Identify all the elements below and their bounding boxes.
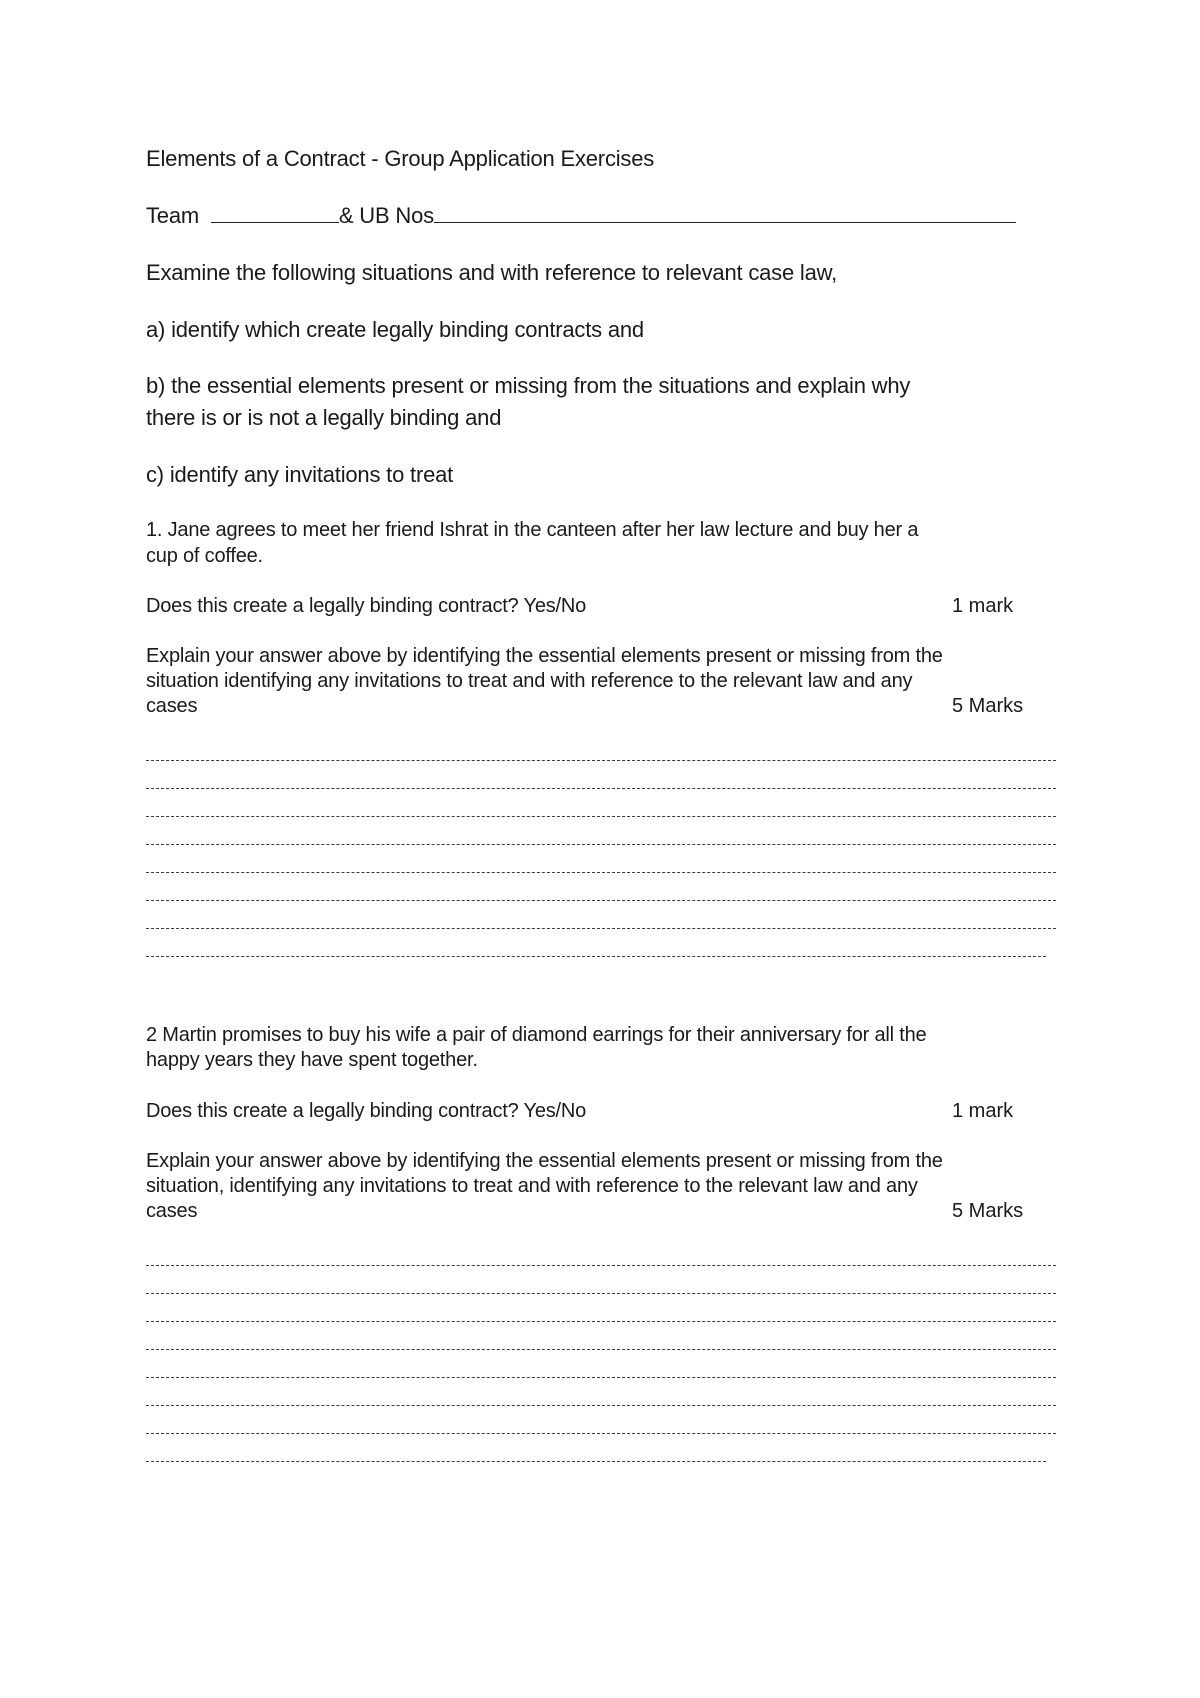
answer-line[interactable] — [146, 845, 1056, 873]
question-1-scenario-line2: cup of coffee. — [146, 545, 263, 567]
answer-line[interactable] — [146, 1434, 1046, 1462]
answer-line[interactable] — [146, 901, 1056, 929]
answer-line[interactable] — [146, 761, 1056, 789]
question-2-binding-question: Does this create a legally binding contract? Yes/No — [146, 1100, 587, 1122]
question-2-answer-area[interactable] — [146, 1238, 1056, 1462]
instruction-a: a) identify which create legally binding contracts and — [146, 317, 644, 342]
ub-nos-blank[interactable] — [434, 221, 1016, 223]
question-2-scenario-line1: 2 Martin promises to buy his wife a pair of diamond earrings for their anniversary for all the — [146, 1024, 927, 1046]
question-2-explain-line1: Explain your answer above by identifying the essential elements present or missing from the — [146, 1150, 943, 1172]
question-2-scenario-line2: happy years they have spent together. — [146, 1049, 478, 1071]
answer-line[interactable] — [146, 873, 1056, 901]
answer-line[interactable] — [146, 817, 1056, 845]
answer-line[interactable] — [146, 1322, 1056, 1350]
instructions-intro: Examine the following situations and with reference to relevant case law, — [146, 260, 838, 285]
question-2-explain-line3: cases — [146, 1200, 198, 1222]
question-1-explain-line2: situation identifying any invitations to treat and with reference to the relevant law and any — [146, 670, 913, 692]
question-1-explain-marks: 5 Marks — [952, 695, 1024, 717]
question-1-answer-area[interactable] — [146, 733, 1056, 957]
question-2-explain-line2: situation, identifying any invitations to treat and with reference to the relevant law and any — [146, 1175, 918, 1197]
question-1-explain-line1: Explain your answer above by identifying the essential elements present or missing from the — [146, 645, 943, 667]
question-2-explain-marks: 5 Marks — [952, 1200, 1024, 1222]
question-1-explain-line3: cases — [146, 695, 198, 717]
ub-nos-label: & UB Nos — [338, 203, 434, 228]
answer-line[interactable] — [146, 733, 1056, 761]
question-1-binding-marks: 1 mark — [952, 595, 1014, 617]
instruction-b-line2: there is or is not a legally binding and — [146, 405, 502, 430]
question-1-scenario-line1: 1. Jane agrees to meet her friend Ishrat in the canteen after her law lecture and buy her a — [146, 519, 919, 541]
answer-line[interactable] — [146, 1266, 1056, 1294]
question-2-binding-marks: 1 mark — [952, 1100, 1014, 1122]
answer-line[interactable] — [146, 789, 1056, 817]
team-label: Team — [146, 203, 199, 228]
answer-line[interactable] — [146, 1378, 1056, 1406]
instruction-b-line1: b) the essential elements present or missing from the situations and explain why — [146, 373, 911, 398]
page-title: Elements of a Contract - Group Application Exercises — [146, 146, 655, 171]
team-line — [146, 203, 1016, 229]
answer-line[interactable] — [146, 1406, 1056, 1434]
answer-line[interactable] — [146, 1238, 1056, 1266]
team-blank[interactable] — [211, 221, 339, 223]
question-1-binding-question: Does this create a legally binding contract? Yes/No — [146, 595, 587, 617]
instruction-c: c) identify any invitations to treat — [146, 462, 454, 487]
answer-line[interactable] — [146, 1294, 1056, 1322]
answer-line[interactable] — [146, 1350, 1056, 1378]
answer-line[interactable] — [146, 929, 1046, 957]
